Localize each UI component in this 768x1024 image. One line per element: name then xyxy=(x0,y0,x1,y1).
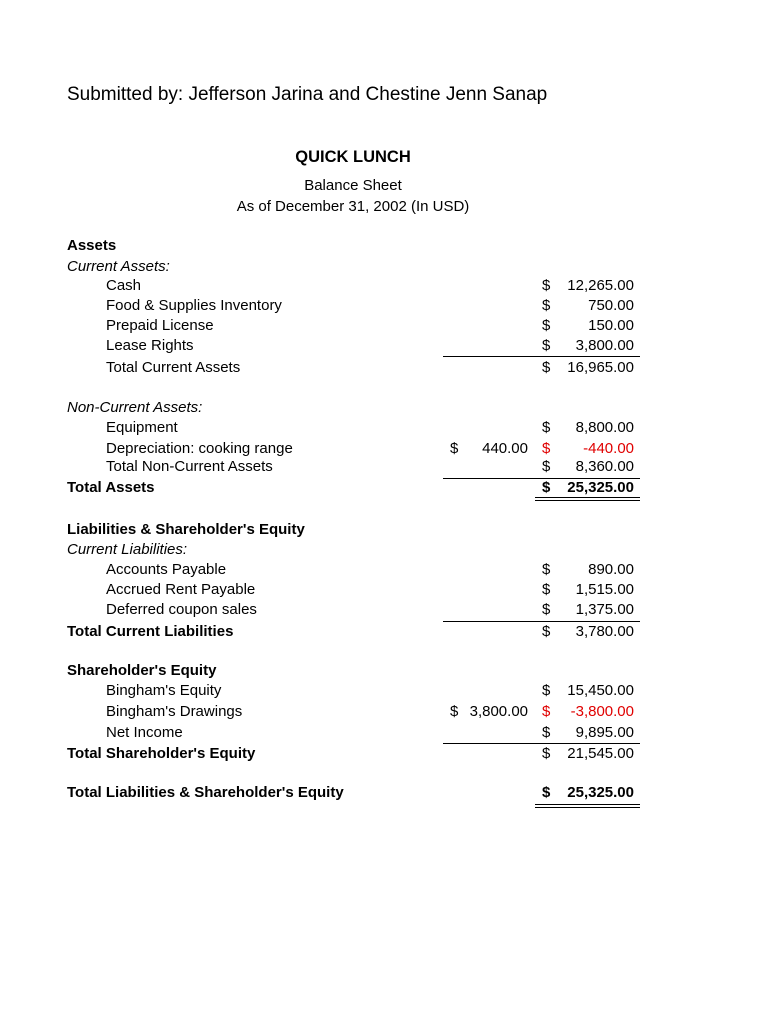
binghams-equity-value: 15,450.00 xyxy=(567,682,634,699)
binghams-drawings-label: Bingham's Drawings xyxy=(106,703,243,720)
cash-value: 12,265.00 xyxy=(567,277,634,294)
binghams-equity-row xyxy=(0,681,768,701)
deferred-coupon-label: Deferred coupon sales xyxy=(106,601,257,618)
currency-symbol: $ xyxy=(542,317,551,334)
noncurrent-assets-heading-row xyxy=(0,398,768,418)
prepaid-value: 150.00 xyxy=(588,317,634,334)
assets-heading: Assets xyxy=(67,237,117,254)
depreciation-value: -440.00 xyxy=(583,440,634,457)
assets-heading-row xyxy=(0,236,768,256)
currency-symbol: $ xyxy=(450,703,459,720)
accounts-payable-value: 890.00 xyxy=(588,561,634,578)
grand-total-row xyxy=(0,783,768,803)
subtotal-line xyxy=(443,356,640,357)
cash-label: Cash xyxy=(106,277,142,294)
total-equity-row xyxy=(0,744,768,764)
deferred-coupon-row xyxy=(0,600,768,620)
currency-symbol-negative: $ xyxy=(542,703,551,720)
equipment-row xyxy=(0,418,768,438)
liabilities-heading-row xyxy=(0,520,768,540)
net-income-label: Net Income xyxy=(106,724,183,741)
total-assets-value: 25,325.00 xyxy=(567,479,634,496)
depreciation-sub-value: 440.00 xyxy=(482,440,528,457)
total-current-liabilities-row xyxy=(0,622,768,642)
total-current-liabilities-label: Total Current Liabilities xyxy=(67,623,234,640)
currency-symbol: $ xyxy=(542,561,551,578)
total-current-assets-label: Total Current Assets xyxy=(106,359,241,376)
binghams-drawings-value: -3,800.00 xyxy=(570,703,634,720)
total-assets-row xyxy=(0,478,768,498)
currency-symbol: $ xyxy=(542,297,551,314)
binghams-drawings-sub-value: 3,800.00 xyxy=(469,703,528,720)
accrued-rent-label: Accrued Rent Payable xyxy=(106,581,256,598)
currency-symbol: $ xyxy=(542,337,551,354)
depreciation-row xyxy=(0,439,768,459)
company-name: QUICK LUNCH xyxy=(295,148,411,166)
accrued-rent-value: 1,515.00 xyxy=(575,581,634,598)
equipment-label: Equipment xyxy=(106,419,178,436)
net-income-row xyxy=(0,723,768,743)
total-current-liabilities-value: 3,780.00 xyxy=(575,623,634,640)
current-assets-heading-row xyxy=(0,257,768,277)
currency-symbol: $ xyxy=(542,601,551,618)
currency-symbol: $ xyxy=(542,784,551,801)
lease-row xyxy=(0,336,768,356)
equity-heading: Shareholder's Equity xyxy=(67,662,217,679)
prepaid-row xyxy=(0,316,768,336)
binghams-equity-label: Bingham's Equity xyxy=(106,682,222,699)
accrued-rent-row xyxy=(0,580,768,600)
double-underline-top xyxy=(535,804,640,805)
grand-total-label: Total Liabilities & Shareholder's Equity xyxy=(67,784,344,801)
double-underline-bottom xyxy=(535,500,640,501)
currency-symbol: $ xyxy=(542,458,551,475)
currency-symbol: $ xyxy=(542,623,551,640)
currency-symbol: $ xyxy=(542,724,551,741)
inventory-label: Food & Supplies Inventory xyxy=(106,297,282,314)
currency-symbol: $ xyxy=(542,581,551,598)
noncurrent-assets-heading: Non-Current Assets: xyxy=(67,399,203,416)
current-assets-heading: Current Assets: xyxy=(67,258,170,275)
total-noncurrent-assets-value: 8,360.00 xyxy=(575,458,634,475)
currency-symbol: $ xyxy=(542,419,551,436)
total-noncurrent-assets-label: Total Non-Current Assets xyxy=(106,458,273,475)
currency-symbol: $ xyxy=(542,479,551,496)
double-underline-bottom xyxy=(535,807,640,808)
current-liabilities-heading-row xyxy=(0,540,768,560)
cash-row xyxy=(0,276,768,296)
total-current-assets-row xyxy=(0,358,768,378)
currency-symbol-negative: $ xyxy=(542,440,551,457)
currency-symbol: $ xyxy=(542,277,551,294)
lease-label: Lease Rights xyxy=(106,337,194,354)
inventory-value: 750.00 xyxy=(588,297,634,314)
total-current-assets-value: 16,965.00 xyxy=(567,359,634,376)
currency-symbol: $ xyxy=(542,359,551,376)
total-noncurrent-assets-row xyxy=(0,457,768,477)
inventory-row xyxy=(0,296,768,316)
net-income-value: 9,895.00 xyxy=(575,724,634,741)
total-equity-value: 21,545.00 xyxy=(567,745,634,762)
accounts-payable-row xyxy=(0,560,768,580)
total-equity-label: Total Shareholder's Equity xyxy=(67,745,256,762)
depreciation-label: Depreciation: cooking range xyxy=(106,440,293,457)
binghams-drawings-row xyxy=(0,702,768,722)
liabilities-heading: Liabilities & Shareholder's Equity xyxy=(67,521,305,538)
statement-date: As of December 31, 2002 (In USD) xyxy=(236,198,470,215)
currency-symbol: $ xyxy=(542,682,551,699)
grand-total-value: 25,325.00 xyxy=(567,784,634,801)
lease-value: 3,800.00 xyxy=(575,337,634,354)
equipment-value: 8,800.00 xyxy=(575,419,634,436)
double-underline-top xyxy=(535,497,640,498)
statement-title: Balance Sheet xyxy=(304,177,402,194)
total-assets-label: Total Assets xyxy=(67,479,155,496)
current-liabilities-heading: Current Liabilities: xyxy=(67,541,188,558)
equity-heading-row xyxy=(0,661,768,681)
prepaid-label: Prepaid License xyxy=(106,317,214,334)
accounts-payable-label: Accounts Payable xyxy=(106,561,227,578)
deferred-coupon-value: 1,375.00 xyxy=(575,601,634,618)
submitted-by: Submitted by: Jefferson Jarina and Chestine Jenn Sanap xyxy=(67,84,548,105)
currency-symbol: $ xyxy=(542,745,551,762)
currency-symbol: $ xyxy=(450,440,459,457)
